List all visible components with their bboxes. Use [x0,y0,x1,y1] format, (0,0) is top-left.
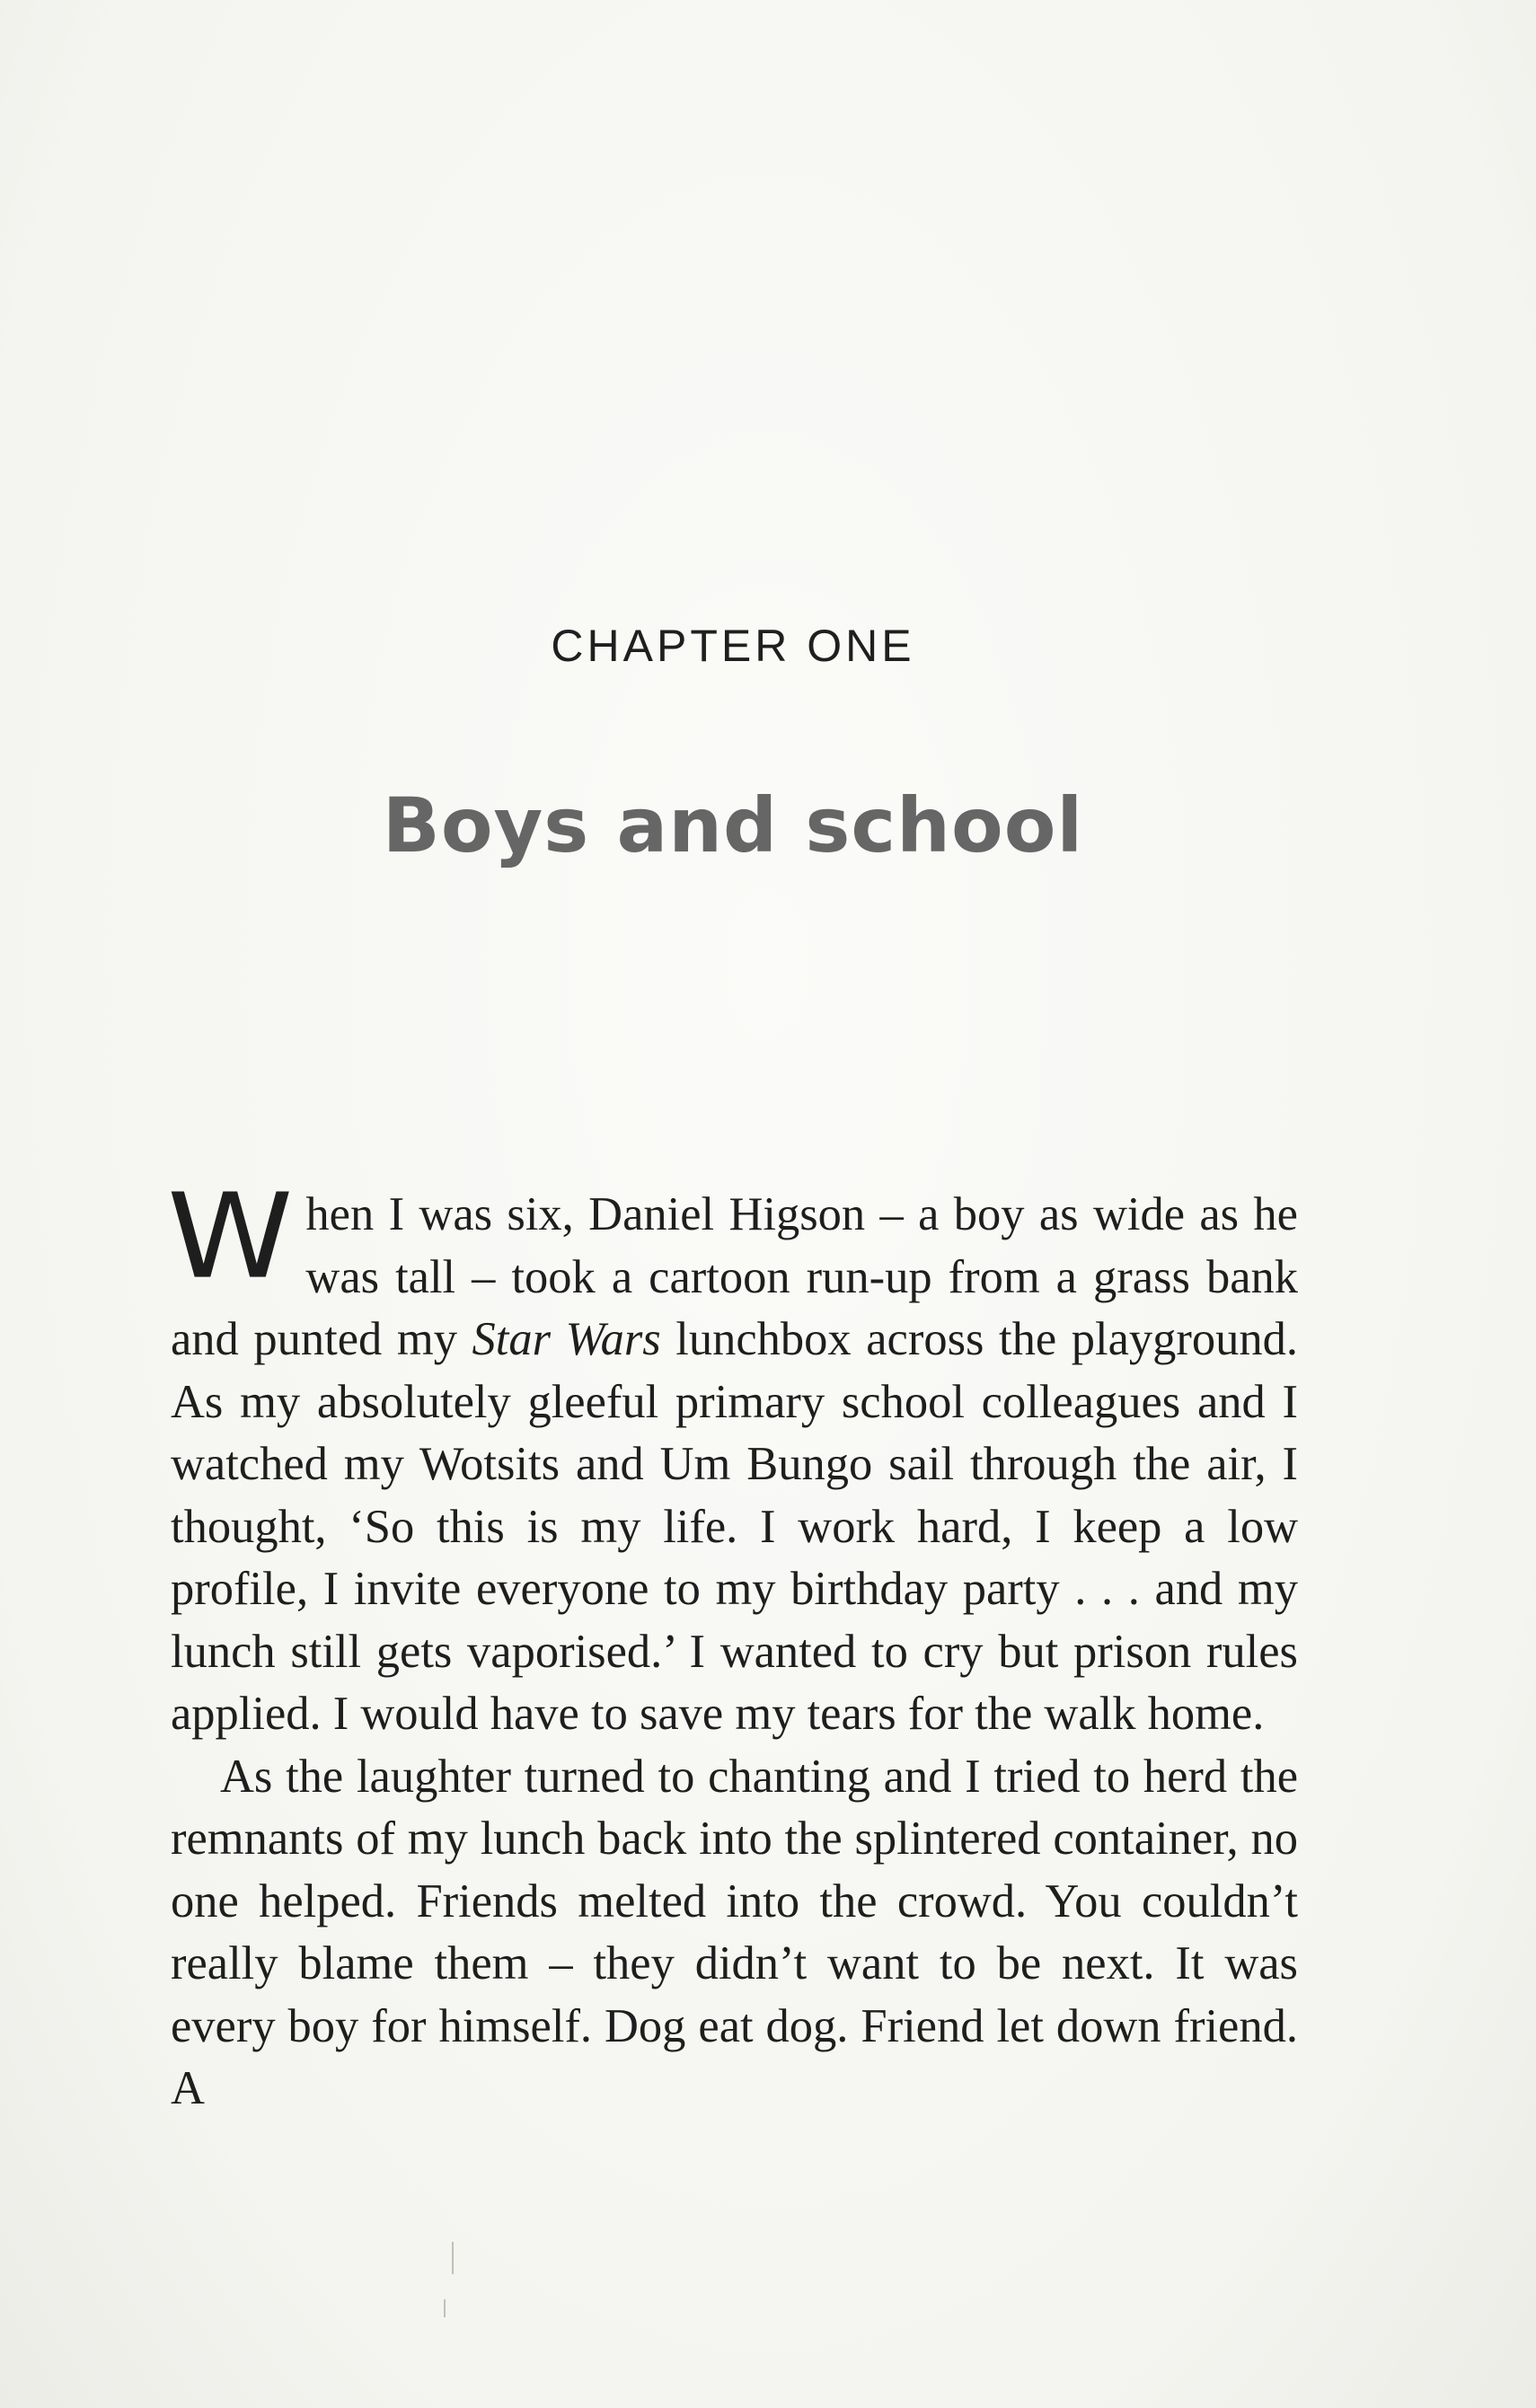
chapter-number: CHAPTER ONE [551,621,915,671]
scan-artifact [452,2242,454,2274]
paragraph-1 [167,1169,1299,1746]
chapter-body [167,1169,1299,2121]
paragraph-1-italic: Star Wars [472,1313,661,1365]
scan-artifact [444,2299,446,2317]
paragraph-1-start: hen I was six, Daniel Higson – a boy as wide as he was tall – took a cartoon run-up from a grass bank and punted my [171,1188,1298,1365]
chapter-title: Boys and school [382,781,1084,869]
paragraph-1-end: lunchbox across the playground. As my absolutely gleeful primary school colleagues and I watched my Wotsits and Um Bungo sail through the air, I thought, ‘So this is my life. I work hard, I keep a low profile, I invite everyone to my birthday party . . . and my lunch still gets vaporised.’ I wanted to cry but prison rules applied. I would have to save my tears for the walk home. [171,1313,1299,1740]
drop-cap: W [167,1169,294,1305]
paragraph-2: As the laughter turned to chanting and I tried to herd the remnants of my lunch back into the splintered container, no one helped. Friends melted into the crowd. You couldn’t really blame them – they didn’t want to be next. It was every boy for himself. Dog eat dog. Friend let down friend. A [171,1750,1298,2114]
